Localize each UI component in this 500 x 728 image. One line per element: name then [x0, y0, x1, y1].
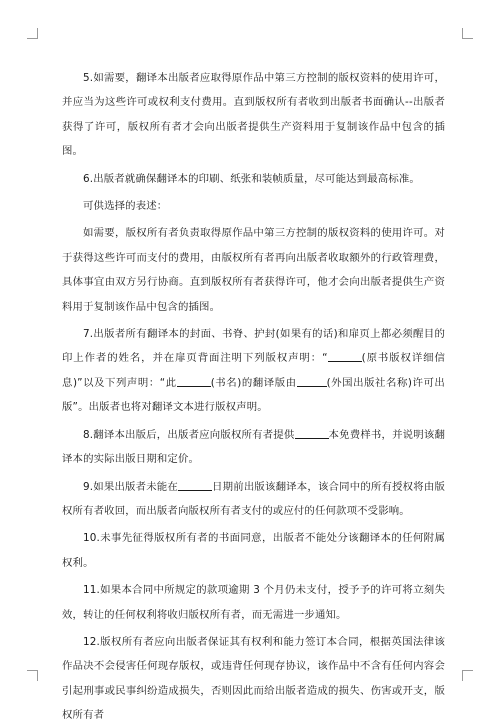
clause-7-part-d: (外国出版社名称)许可出版”。出版者也将对翻译文本进行版权声明。 [62, 376, 445, 414]
blank-copy-count [295, 426, 329, 439]
blank-deadline-date [178, 478, 212, 491]
clause-9 [62, 475, 445, 524]
clause-8 [62, 423, 445, 472]
clause-7-part-b: (原书版权详细信息)”以及下列声明：“此 [62, 352, 445, 389]
blank-book-title [177, 374, 211, 387]
clause-7 [62, 322, 445, 420]
crop-mark-top-right [462, 28, 473, 39]
clause-10: 10.未事先征得版权所有者的书面同意，出版者不能处分该翻译本的任何附属权利。 [62, 532, 445, 569]
clause-8-part-b: 本免费样书，并说明该翻译本的实际出版日期和定价。 [62, 428, 446, 466]
blank-publisher-name [297, 374, 327, 387]
document-body [62, 66, 445, 728]
clause-9-part-a: 9.如果出版者未能在 [83, 480, 178, 493]
clause-7-part-c: (书名)的翻译版由 [210, 376, 297, 389]
crop-mark-top-left [27, 28, 38, 39]
clause-5: 5.如需要，翻译本出版者应取得原作品中第三方控制的版权资料的使用许可，并应当为这些许可或权利支付费用。直到版权所有者收到出版者书面确认--出版者获得了许可，版权所有者才会向出版者提供生产资料用于复制该作品中包含的插图。 [62, 72, 445, 158]
blank-copyright-details [328, 349, 362, 362]
clause-11: 11.如果本合同中所规定的款项逾期 3 个月仍未支付，授予予的许可将立刻失效，转让的任何权利将收归版权所有者，而无需进一步通知。 [62, 584, 445, 621]
clause-12: 12.版权所有者应向出版者保证其有权利和能力签订本合同，根据英国法律该作品决不会侵害任何现存版权，或违背任何现存协议，该作品中不含有任何内容会引起刑事或民事纠纷造成损失，否则因此而给出版者造成的损失、伤害或开支，版权所有者 [62, 635, 445, 722]
clause-6: 6.出版者就确保翻译本的印刷、纸张和装帧质量，尽可能达到最高标准。 [83, 172, 420, 185]
crop-mark-bottom-right [462, 670, 473, 681]
clause-9-part-b: 日期前出版该翻译本，该合同中的所有授权将由版权所有者收回，而出版者向版权所有者支付的或应付的任何款项不受影响。 [62, 480, 445, 517]
clause-7-part-a: 7.出版者所有翻译本的封面、书脊、护封(如果有的话)和扉页上都必须醒目的印上作者的姓名，并在扉页背面注明下列版权声明：“ [62, 328, 445, 365]
alternative-label: 可供选择的表述： [83, 200, 168, 213]
alternative-text: 如需要，版权所有者负责取得原作品中第三方控制的版权资料的使用许可。对于获得这些许可而支付的费用，由版权所有者再向出版者收取额外的行政管理费，具体事宜由双方另行协商。直到版权所有者获得许可，他才会向出版者提供生产资料用于复制该作品中包含的插图。 [62, 227, 445, 313]
clause-8-part-a: 8.翻译本出版后，出版者应向版权所有者提供 [83, 428, 295, 441]
crop-mark-bottom-left [27, 670, 38, 681]
